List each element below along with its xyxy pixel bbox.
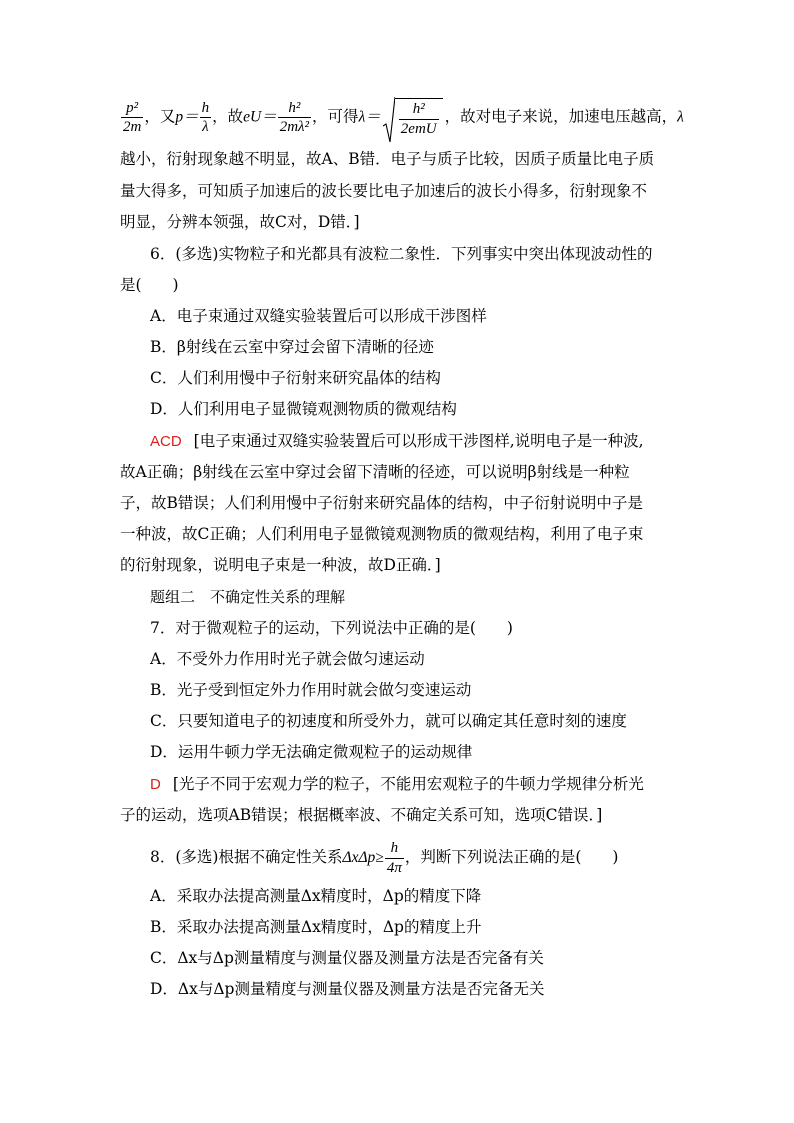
fraction-h-lambda: $\frac{h}{\lambda}$: [201, 99, 210, 135]
q6-option-d: D．人们利用电子显微镜观测物质的微观结构: [150, 400, 457, 418]
q7-option-c: C．只要知道电子的初速度和所受外力，就可以确定其任意时刻的速度: [150, 712, 627, 730]
q8-stem: 8．(多选)根据不确定性关系ΔxΔp≥ $\frac{h}{4\pi}$ ，判断下列说法正确的是( ): [150, 840, 619, 876]
q6-explanation-2: 故A正确；β射线在云室中穿过会留下清晰的径迹，可以说明β射线是一种粒: [120, 463, 630, 481]
q6-stem-line-2: 是( ): [120, 276, 179, 294]
q7-stem: 7．对于微观粒子的运动，下列说法中正确的是( ): [150, 619, 513, 637]
q6-option-b: B．β射线在云室中穿过会留下清晰的径迹: [150, 338, 434, 356]
q8-option-d: D．Δx与Δp测量精度与测量仪器及测量方法是否完备无关: [150, 980, 545, 998]
q7-explanation-2: 子的运动，选项AB错误；根据概率波、不确定关系可知，选项C错误．]: [120, 806, 603, 824]
fraction-p2-2m: $\frac{\text{p²}}{2m}$: [123, 99, 142, 135]
q6-answer-line: ACD [电子束通过双缝实验装置后可以形成干涉图样,说明电子是一种波,: [150, 432, 644, 450]
q6-explanation-3: 子，故B错误；人们利用慢中子衍射来研究晶体的结构，中子衍射说明中子是: [120, 494, 643, 512]
sqrt-expression: $\frac{\text{h²}}{\text{2emU}}$: [383, 98, 443, 137]
fraction-h-4pi: $\frac{h}{4\pi}$: [386, 840, 402, 876]
q6-answer: ACD: [150, 433, 182, 450]
q6-explanation-4: 一种波，故C正确；人们利用电子显微镜观测物质的微观结构，利用了电子束: [120, 525, 644, 543]
q7-answer-line: D [光子不同于宏观力学的粒子，不能用宏观粒子的牛顿力学规律分析光: [150, 775, 644, 793]
q7-answer: D: [150, 776, 161, 793]
q8-option-c: C．Δx与Δp测量精度与测量仪器及测量方法是否完备有关: [150, 949, 544, 967]
q8-option-b: B．采取办法提高测量Δx精度时，Δp的精度上升: [150, 918, 482, 936]
section-heading: 题组二 不确定性关系的理解: [150, 589, 346, 606]
q6-option-a: A．电子束通过双缝实验装置后可以形成干涉图样: [150, 307, 487, 325]
q5-line-4: 明显，分辨本领强，故C对，D错．]: [120, 213, 360, 231]
q8-option-a: A．采取办法提高测量Δx精度时，Δp的精度下降: [150, 887, 482, 905]
q5-formula-line: $\frac{\text{p²}}{2m}$ ，又p＝ $\frac{h}{\lambda}$ ，故eU＝ $\frac{\text{h²}}{\text{2mλ²}}$ ，可得λ＝ $\frac{\text{h²}}{\text{2emU}}$ ，故对电子来说，加速电压越高，λ: [120, 98, 680, 137]
q7-option-d: D．运用牛顿力学无法确定微观粒子的运动规律: [150, 743, 473, 761]
q6-explanation-5: 的衍射现象，说明电子束是一种波，故D正确．]: [120, 556, 441, 574]
fraction-h2-2mlambda2: $\frac{\text{h²}}{\text{2mλ²}}$: [279, 99, 310, 135]
q5-line-2: 越小，衍射现象越不明显，故A、B错．电子与质子比较，因质子质量比电子质: [120, 150, 655, 168]
q5-line-3: 量大得多，可知质子加速后的波长要比电子加速后的波长小得多，衍射现象不: [120, 182, 648, 200]
q6-option-c: C．人们利用慢中子衍射来研究晶体的结构: [150, 369, 441, 387]
q7-option-b: B．光子受到恒定外力作用时就会做匀变速运动: [150, 681, 472, 699]
q6-stem-line-1: 6．(多选)实物粒子和光都具有波粒二象性．下列事实中突出体现波动性的: [150, 245, 653, 263]
q7-option-a: A．不受外力作用时光子就会做匀速运动: [150, 650, 425, 668]
